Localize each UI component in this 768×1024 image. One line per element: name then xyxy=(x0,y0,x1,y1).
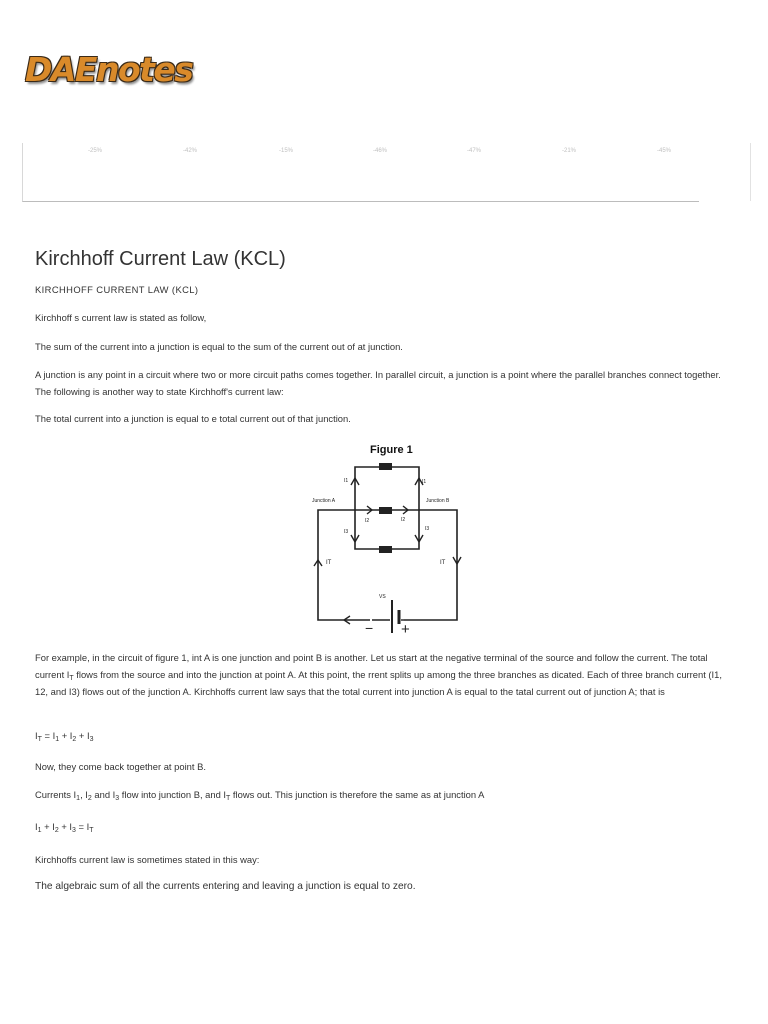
current-label: I1 xyxy=(344,478,349,484)
ad-discount[interactable]: -25% xyxy=(88,148,103,154)
ad-banner[interactable] xyxy=(22,143,699,202)
ad-discount[interactable]: -47% xyxy=(467,148,482,154)
article-paragraph: A junction is any point in a circuit where two or more circuit paths comes together. In parallel circuit, a junction is a point where the parallel branches connect together. The following is another way to state Kirchhoff's current law: xyxy=(35,369,721,397)
current-label: IT xyxy=(440,560,446,566)
junction-b-label: Junction B xyxy=(426,498,450,504)
article-paragraph: The sum of the current into a junction is equal to the sum of the current out of at junction. xyxy=(35,341,403,352)
article-paragraph: Currents $I_1$, $I_2$ and $I_3$ flow into junction B, and $I_T$ flows out. This junction is therefore the same as at junction A xyxy=(35,789,485,802)
article-subtitle: KIRCHHOFF CURRENT LAW (KCL) xyxy=(35,284,199,295)
junction-a-label: Junction A xyxy=(312,498,336,504)
article-paragraph: Kirchhoffs current law is sometimes stated in this way: xyxy=(35,854,260,865)
figure-title: Figure 1 xyxy=(370,444,413,456)
ad-discount[interactable]: -21% xyxy=(562,148,577,154)
current-label: IT xyxy=(326,560,332,566)
ad-discount[interactable]: -45% xyxy=(657,148,672,154)
page-title: Kirchhoff Current Law (KCL) xyxy=(35,248,286,270)
resistor-icon xyxy=(379,463,392,470)
resistor-icon xyxy=(379,546,392,553)
article-paragraph: The algebraic sum of all the currents entering and leaving a junction is equal to zero. xyxy=(35,881,416,892)
article-paragraph: Now, they come back together at point B. xyxy=(35,761,206,772)
logo[interactable]: DAEnotes xyxy=(25,50,193,89)
source-label: VS xyxy=(379,594,386,600)
current-label: I1 xyxy=(422,479,427,485)
ad-discount[interactable]: -42% xyxy=(183,148,198,154)
minus-label: − xyxy=(365,620,374,636)
plus-label: + xyxy=(401,621,410,636)
current-label: I3 xyxy=(425,526,430,532)
circuit-figure xyxy=(312,440,464,636)
current-label: I3 xyxy=(344,529,349,535)
current-label: I2 xyxy=(365,518,370,524)
ad-discount[interactable]: -46% xyxy=(373,148,388,154)
ad-divider xyxy=(750,143,751,201)
article-paragraph: The total current into a junction is equal to e total current out of that junction. xyxy=(35,413,351,424)
equation: $I_1 + I_2 + I_3 = I_T$ xyxy=(35,821,94,834)
article-paragraph: For example, in the circuit of figure 1, int A is one junction and point B is another. Let us start at the negative terminal of the source and follow the current. The total current $I_T$ flows from the source and into the junction at point A. At this point, the rrent splits up among the three branches as dicated. Each of three branch current (I1, 12, and I3) flows out of the junction A. Kirchhoffs current law says that the total current into junction A is equal to the tatal current out of junction A; that is xyxy=(35,652,722,697)
ad-discount[interactable]: -15% xyxy=(279,148,294,154)
equation: $I_T = I_1 + I_2 + I_3$ xyxy=(35,730,94,743)
resistor-icon xyxy=(379,507,392,514)
battery-icon xyxy=(392,600,399,633)
current-label: I2 xyxy=(401,517,406,523)
article-paragraph: Kirchhoff s current law is stated as follow, xyxy=(35,312,207,323)
